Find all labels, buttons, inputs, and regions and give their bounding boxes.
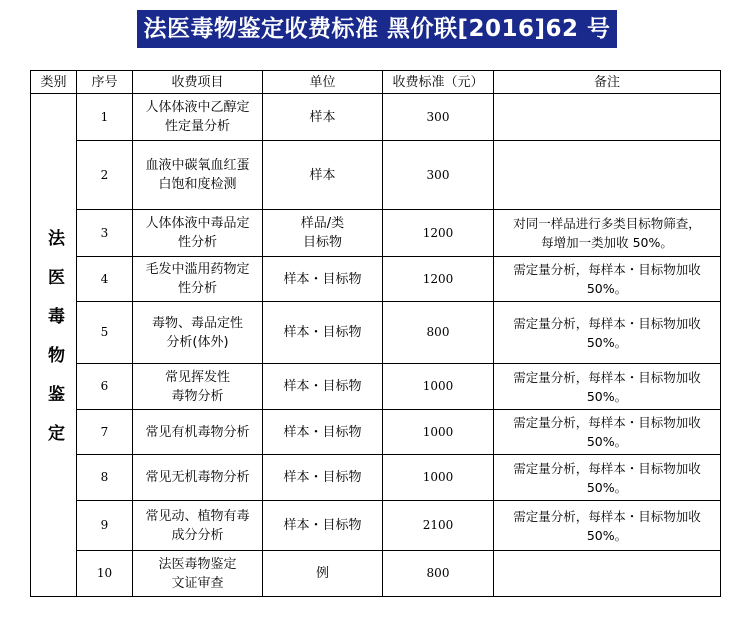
row-number: 10	[77, 551, 133, 597]
fee-item	[133, 501, 263, 551]
fee-note	[494, 551, 721, 597]
cell-line: 50%。	[586, 479, 628, 495]
cell-line: 例	[315, 566, 329, 581]
table-row	[31, 94, 721, 141]
row-number: 1	[77, 94, 133, 141]
cell-line: 血液中碳氧血红蛋	[145, 158, 250, 173]
cell-line: 每增加一类加收 50%。	[541, 235, 673, 250]
header-category: 类别	[31, 71, 77, 94]
fee-unit	[263, 210, 383, 257]
cell-line: 样本・目标物	[283, 379, 362, 394]
fee-price: 1000	[383, 455, 494, 501]
cell-line: 人体体液中乙醇定	[145, 100, 250, 115]
fee-item	[133, 455, 263, 501]
fee-unit	[263, 94, 383, 141]
cell-line: 样本・目标物	[283, 518, 362, 533]
fee-price: 300	[383, 94, 494, 141]
fee-unit	[263, 302, 383, 364]
row-number: 9	[77, 501, 133, 551]
fee-item	[133, 302, 263, 364]
fee-price: 1000	[383, 410, 494, 455]
cell-line: 文证审查	[171, 575, 224, 591]
fee-item	[133, 410, 263, 455]
table-row	[31, 141, 721, 210]
fee-unit	[263, 410, 383, 455]
fee-price: 2100	[383, 501, 494, 551]
cell-line: 样本・目标物	[283, 325, 362, 340]
cell-line: 50%。	[586, 434, 628, 449]
cell-line: 50%。	[586, 281, 628, 296]
cell-line: 法医毒物鉴定	[158, 556, 237, 572]
cell-line: 常见挥发性	[164, 369, 230, 385]
header-note: 备注	[494, 71, 721, 94]
category-label: 法医毒物鉴定	[44, 229, 64, 463]
table-row	[31, 455, 721, 501]
category-cell	[31, 94, 77, 597]
cell-line: 常见动、植物有毒	[145, 508, 250, 524]
fee-note	[494, 455, 721, 501]
cell-line: 目标物	[302, 235, 342, 250]
fee-item	[133, 94, 263, 141]
cell-line: 常见无机毒物分析	[145, 470, 250, 485]
cell-line: 人体体液中毒品定	[145, 216, 250, 231]
cell-line: 样本・目标物	[283, 424, 362, 440]
cell-line: 分析(体外)	[166, 334, 229, 350]
header-price: 收费标准（元）	[383, 71, 494, 94]
fee-price: 800	[383, 302, 494, 364]
fee-note	[494, 257, 721, 302]
cell-line: 样本・目标物	[283, 271, 362, 287]
table-header-row	[31, 71, 721, 94]
cell-line: 性定量分析	[164, 119, 230, 134]
fee-item	[133, 364, 263, 410]
table-row	[31, 410, 721, 455]
row-number: 8	[77, 455, 133, 501]
cell-line: 性分析	[177, 235, 217, 250]
fee-unit	[263, 364, 383, 410]
row-number: 3	[77, 210, 133, 257]
fee-price: 800	[383, 551, 494, 597]
table-row	[31, 302, 721, 364]
cell-line: 常见有机毒物分析	[145, 424, 250, 440]
fee-item	[133, 551, 263, 597]
fee-unit	[263, 501, 383, 551]
table-body	[31, 94, 721, 597]
cell-line: 需定量分析，每样本・目标物加收	[513, 262, 701, 277]
cell-line: 需定量分析，每样本・目标物加收	[513, 460, 701, 476]
cell-line: 性分析	[177, 281, 217, 296]
cell-line: 白饱和度检测	[158, 177, 237, 192]
fee-unit	[263, 141, 383, 210]
fee-note	[494, 364, 721, 410]
table-row	[31, 501, 721, 551]
cell-line: 样本	[309, 109, 336, 125]
cell-line: 需定量分析，每样本・目标物加收	[513, 315, 701, 331]
cell-line: 需定量分析，每样本・目标物加收	[513, 369, 701, 385]
cell-line: 50%。	[586, 334, 628, 350]
fee-note	[494, 141, 721, 210]
cell-line: 需定量分析，每样本・目标物加收	[513, 508, 701, 524]
fee-unit	[263, 455, 383, 501]
fee-item	[133, 210, 263, 257]
cell-line: 成分分析	[171, 527, 224, 543]
fee-price: 1200	[383, 257, 494, 302]
cell-line: 毒物、毒品定性	[151, 315, 243, 331]
cell-line: 样本	[309, 167, 336, 183]
table-row	[31, 210, 721, 257]
fee-item	[133, 141, 263, 210]
cell-line: 样品/类	[300, 216, 345, 231]
title-container	[0, 10, 754, 48]
row-number: 7	[77, 410, 133, 455]
row-number: 4	[77, 257, 133, 302]
header-item: 收费项目	[133, 71, 263, 94]
fee-note	[494, 302, 721, 364]
cell-line: 50%。	[586, 388, 628, 404]
fee-price: 1200	[383, 210, 494, 257]
fee-note	[494, 210, 721, 257]
fee-price: 300	[383, 141, 494, 210]
fee-item	[133, 257, 263, 302]
row-number: 6	[77, 364, 133, 410]
cell-line: 50%。	[586, 527, 628, 543]
header-unit: 单位	[263, 71, 383, 94]
row-number: 5	[77, 302, 133, 364]
cell-line: 样本・目标物	[283, 470, 362, 485]
fee-note	[494, 94, 721, 141]
header-number: 序号	[77, 71, 133, 94]
table-row	[31, 257, 721, 302]
cell-line: 毛发中滥用药物定	[145, 262, 250, 277]
fee-note	[494, 410, 721, 455]
table-row	[31, 364, 721, 410]
fee-price: 1000	[383, 364, 494, 410]
row-number: 2	[77, 141, 133, 210]
table-row	[31, 551, 721, 597]
fee-note	[494, 501, 721, 551]
cell-line: 对同一样品进行多类目标物筛查，	[513, 216, 701, 231]
page-title: 法医毒物鉴定收费标准 黑价联[2016]62 号	[137, 10, 616, 48]
fee-table	[30, 70, 721, 597]
cell-line: 需定量分析，每样本・目标物加收	[513, 415, 701, 430]
cell-line: 毒物分析	[171, 388, 224, 404]
fee-unit	[263, 551, 383, 597]
fee-unit	[263, 257, 383, 302]
